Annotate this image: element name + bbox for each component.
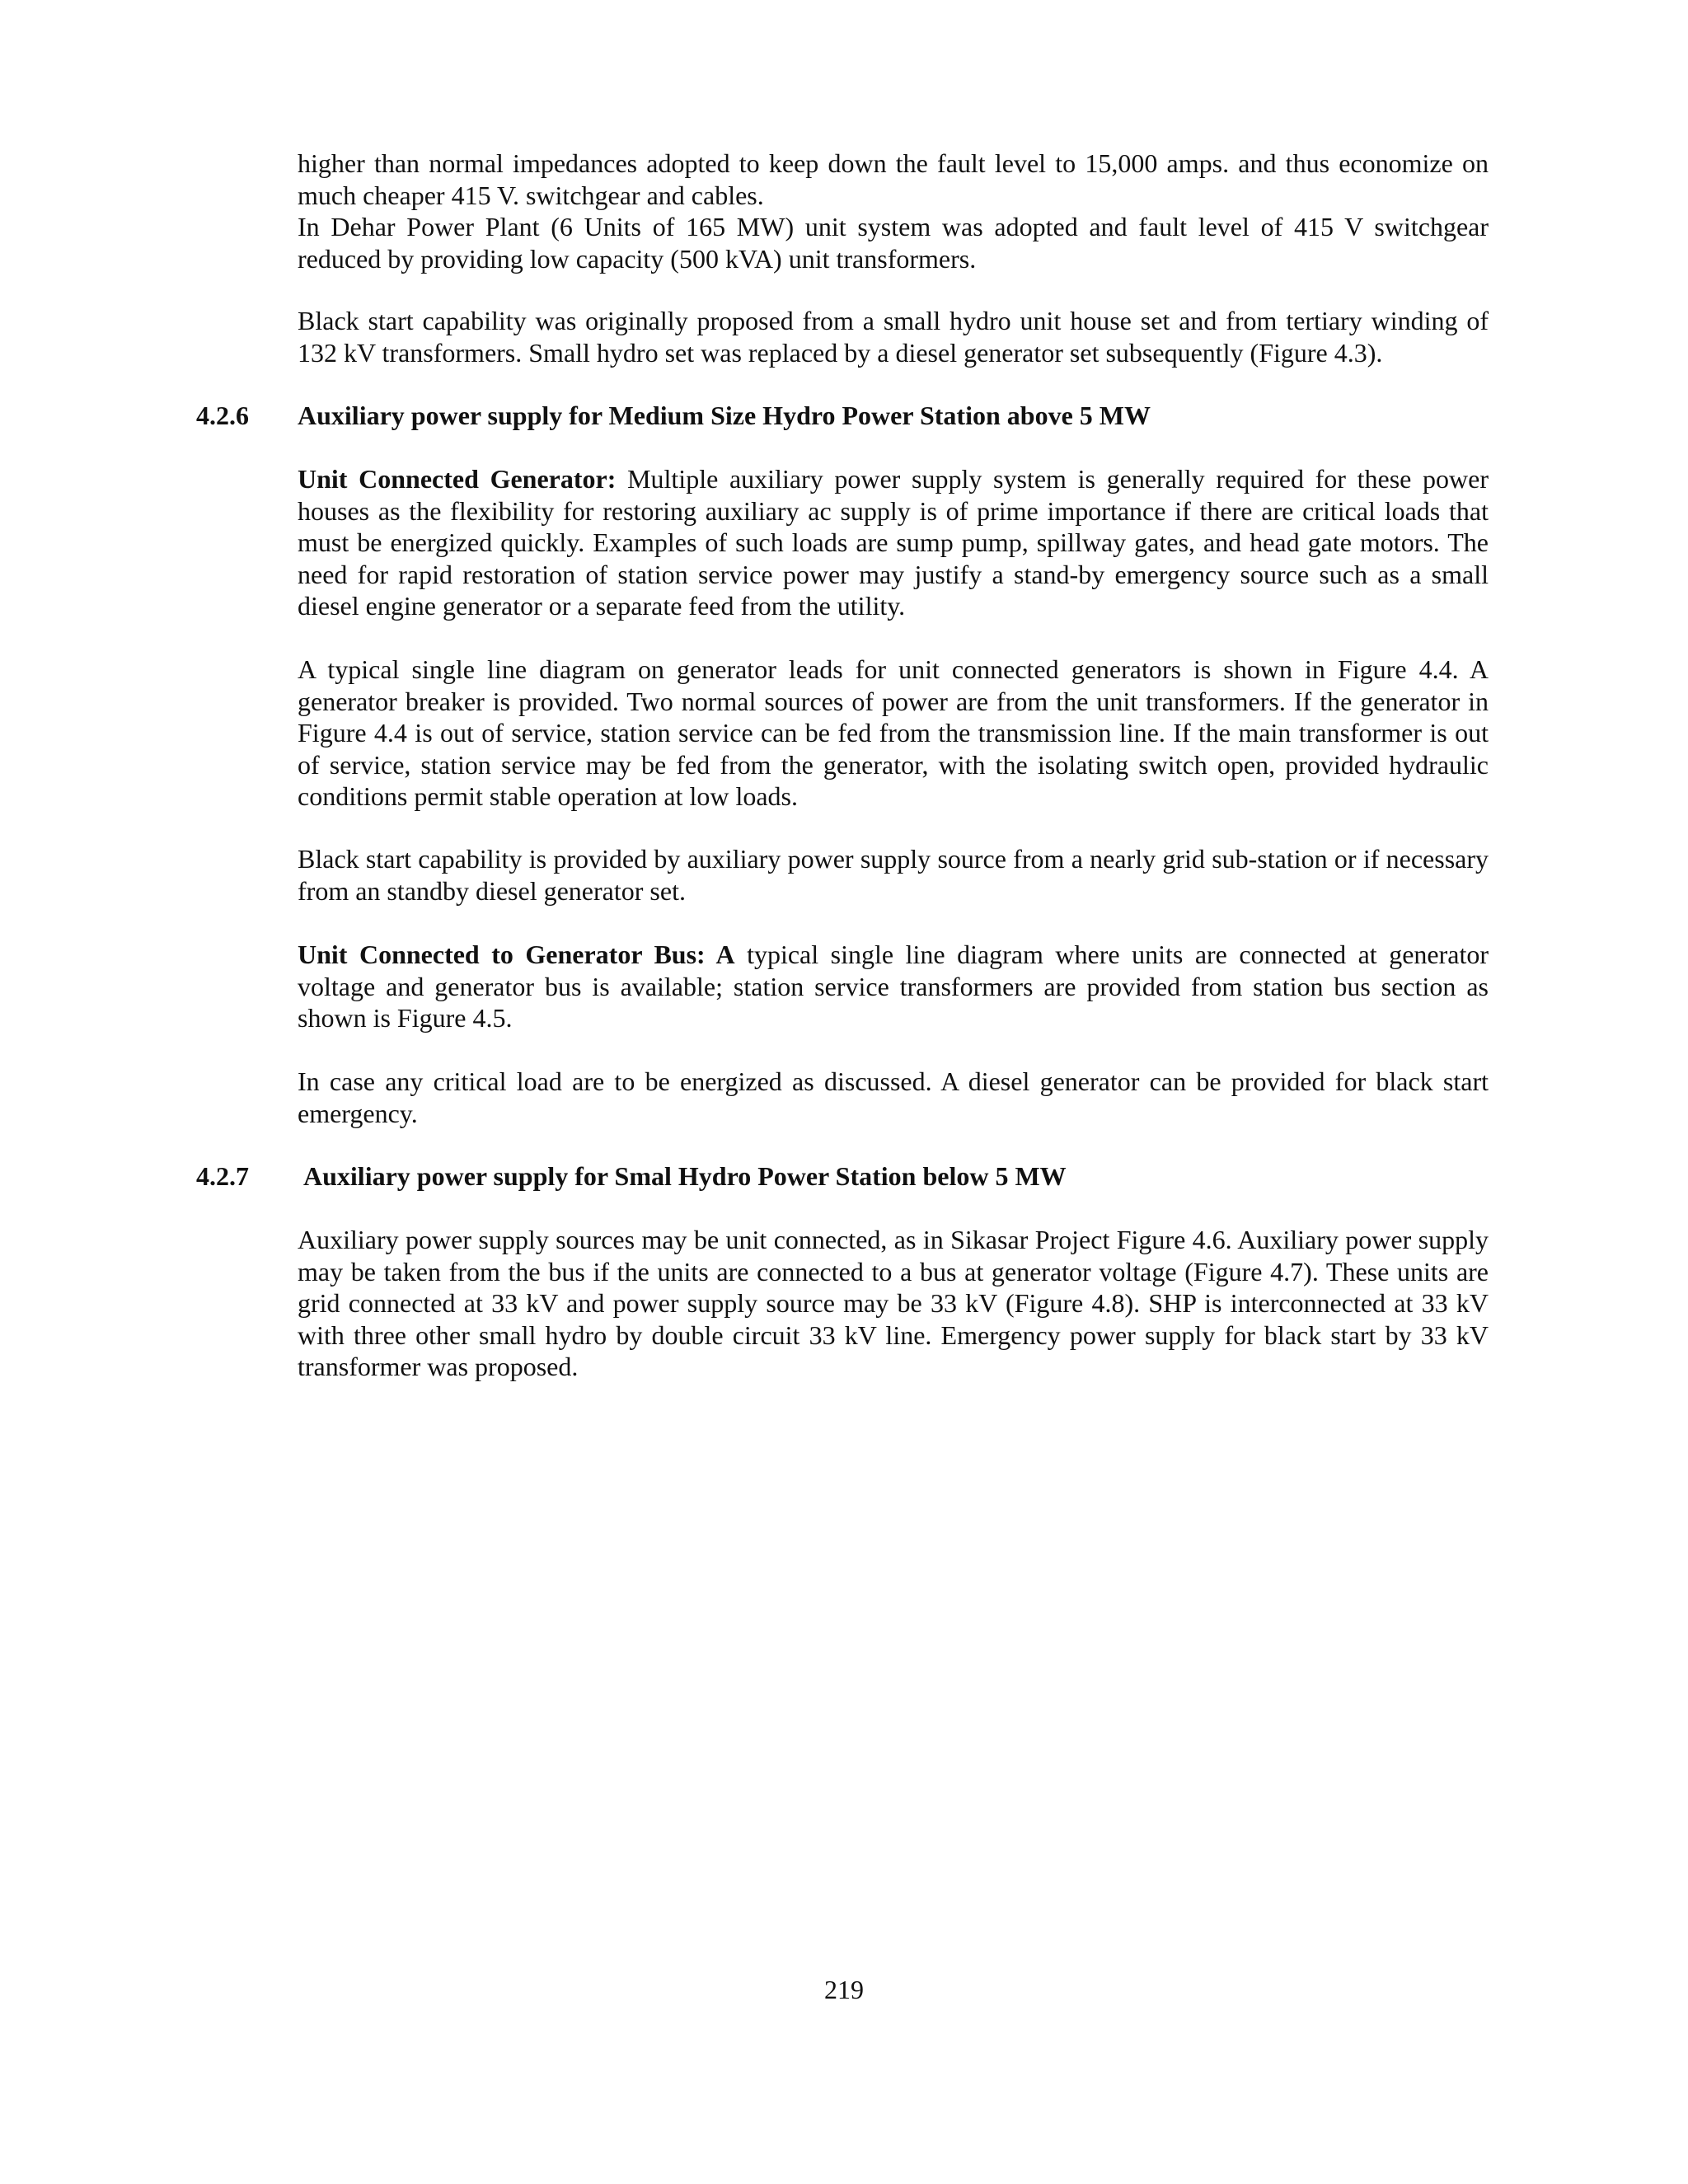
generator-bus-block [298, 939, 1489, 1034]
lead-in-bold: Unit Connected Generator: [298, 464, 617, 494]
paragraph-dehar: In Dehar Power Plant (6 Units of 165 MW) unit system was adopted and fault level of 415 V switchgear reduced by providing low capacity (500 kVA) unit transformers. [298, 212, 1489, 274]
lead-in-bold: Unit Connected to Generator Bus: A [298, 940, 735, 969]
intro-block [298, 148, 1489, 274]
critical-load-block [298, 1066, 1489, 1129]
paragraph-critical-load: In case any critical load are to be energized as discussed. A diesel generator can be provided for black start emergency. [298, 1066, 1489, 1128]
section-heading-4-2-7 [196, 1160, 1490, 1193]
paragraph-generator-bus [298, 939, 1489, 1034]
single-line-diagram-block [298, 654, 1489, 813]
paragraph-text: typical single line diagram where units are connected at generator voltage and generator bus is available; station service transformers are provided from station bus section as shown is Figure 4.5. [298, 940, 1489, 1033]
paragraph-text: Multiple auxiliary power supply system is generally required for these power houses as the flexibility for restoring auxiliary ac supply is of prime importance if there are critical loads that must be energized quickly. Examples of such loads are sump pump, spillway gates, and head gate motors. The need for rapid restoration of station service power may justify a stand-by emergency source such as a small diesel engine generator or a separate feed from the utility. [298, 464, 1489, 621]
paragraph-impedance: higher than normal impedances adopted to keep down the fault level to 15,000 amps. and thus economize on much cheaper 415 V. switchgear and cables. [298, 148, 1489, 210]
paragraph-unit-connected-generator [298, 463, 1489, 622]
black-start-block [298, 305, 1489, 368]
section-number: 4.2.6 [196, 401, 249, 430]
unit-connected-generator-block [298, 463, 1489, 622]
black-start-capability-block [298, 843, 1489, 907]
paragraph-small-hydro: Auxiliary power supply sources may be unit connected, as in Sikasar Project Figure 4.6. Auxiliary power supply may be taken from the bus if the units are connected to a bus at generator voltage (Figure 4.7). These units are grid connected at 33 kV and power supply source may be 33 kV (Figure 4.8). SHP is interconnected at 33 kV with three other small hydro by double circuit 33 kV line. Emergency power supply for black start by 33 kV transformer was proposed. [298, 1225, 1489, 1381]
paragraph-black-start-original: Black start capability was originally proposed from a small hydro unit house set and from tertiary winding of 132 kV transformers. Small hydro set was replaced by a diesel generator set subsequently (Figure 4.3). [298, 306, 1489, 368]
paragraph-black-start-capability: Black start capability is provided by auxiliary power supply source from a nearly grid sub-station or if necessary from an standby diesel generator set. [298, 844, 1489, 906]
small-hydro-block [298, 1224, 1489, 1383]
section-number: 4.2.7 [196, 1161, 249, 1191]
paragraph-single-line-diagram: A typical single line diagram on generator leads for unit connected generators is shown in Figure 4.4. A generator breaker is provided. Two normal sources of power are from the unit transformers. If the generator in Figure 4.4 is out of service, station service can be fed from the transmission line. If the main transformer is out of service, station service may be fed from the generator, with the isolating switch open, provided hydraulic conditions permit stable operation at low loads. [298, 654, 1489, 811]
section-title: Auxiliary power supply for Medium Size Hydro Power Station above 5 MW [298, 401, 1151, 430]
page-number: 219 [824, 1975, 864, 2004]
section-title: Auxiliary power supply for Smal Hydro Power Station below 5 MW [303, 1161, 1067, 1191]
section-heading-4-2-6 [196, 400, 1490, 432]
